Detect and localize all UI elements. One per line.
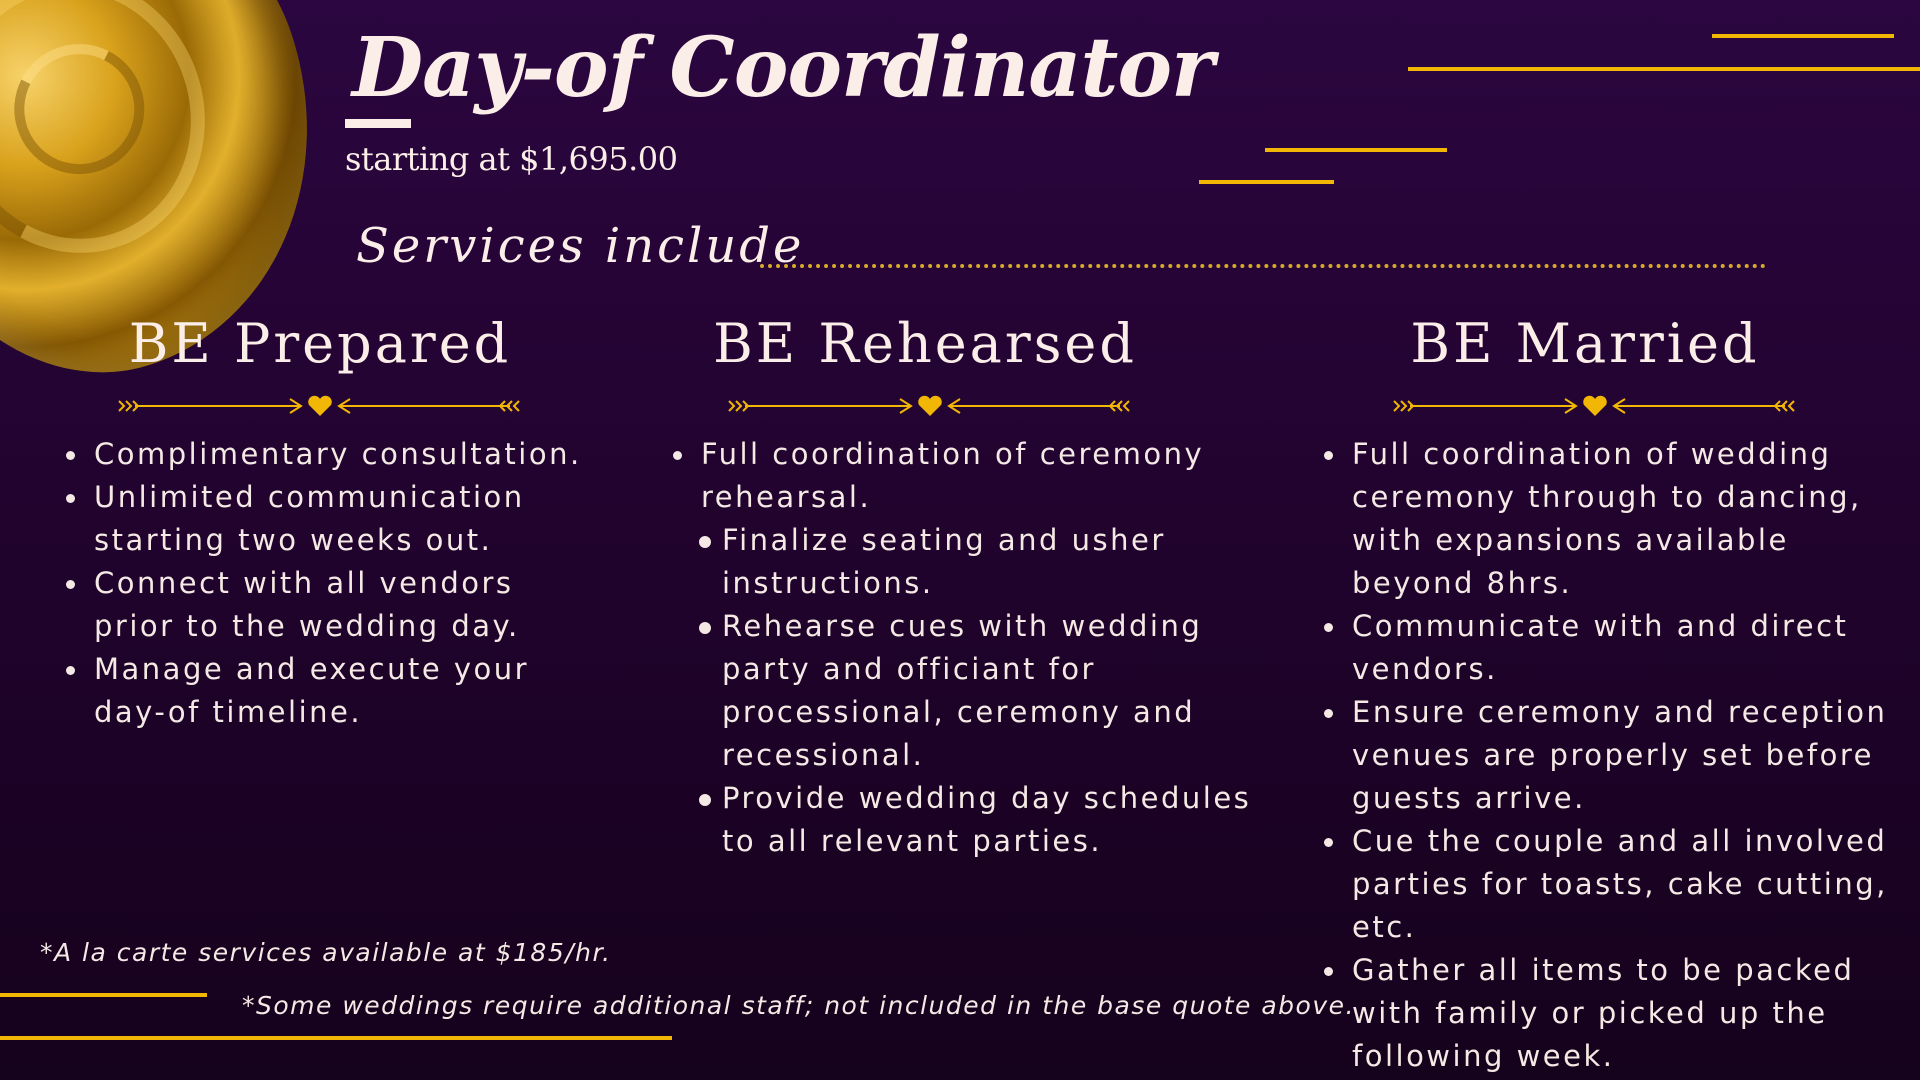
column-heading: BE Prepared [128, 312, 512, 375]
list-item: Cue the couple and all involved parties for toasts, cake cutting, etc. [1318, 820, 1908, 949]
list-item [667, 433, 1272, 519]
arrow-heart-divider-icon [1390, 393, 1800, 419]
gold-line-decoration [1712, 34, 1894, 38]
list-item: Connect with all vendors prior to the wedding day. [60, 562, 600, 648]
sub-list-item: Rehearse cues with wedding party and officiant for processional, ceremony and recessional. [667, 605, 1272, 777]
dotted-rule [760, 264, 1766, 268]
sub-list-item: Provide wedding day schedules to all relevant parties. [667, 777, 1272, 863]
arrow-heart-divider-icon [115, 393, 525, 419]
rehearsed-sublist [667, 519, 1272, 863]
rehearsed-list [667, 433, 1272, 519]
column-be-prepared [60, 312, 580, 375]
gold-line-decoration [1199, 180, 1334, 184]
arrow-heart-divider-icon [725, 393, 1135, 419]
list-item-text: Full coordination of ceremony rehearsal. [701, 437, 1205, 514]
column-be-rehearsed [665, 312, 1185, 375]
gold-line-decoration [1265, 148, 1447, 152]
gold-line-decoration [0, 993, 207, 997]
title-underline-accent [345, 119, 411, 128]
list-item: Unlimited communication starting two weeks out. [60, 476, 600, 562]
list-item: Communicate with and direct vendors. [1318, 605, 1908, 691]
list-item: Gather all items to be packed with family or picked up the following week. [1318, 949, 1908, 1078]
list-item: Complimentary consultation. [60, 433, 600, 476]
price-subtitle: starting at $1,695.00 [345, 140, 678, 178]
prepared-list [60, 433, 600, 734]
married-list [1318, 433, 1908, 1078]
staff-note: *Some weddings require additional staff; not included in the base quote above. [242, 991, 1355, 1020]
page-title: Day-of Coordinator [352, 20, 1214, 116]
list-item: Ensure ceremony and reception venues are properly set before guests arrive. [1318, 691, 1908, 820]
gold-line-decoration [0, 1036, 672, 1040]
list-item: Manage and execute your day-of timeline. [60, 648, 600, 734]
column-heading: BE Married [1410, 312, 1760, 375]
column-heading: BE Rehearsed [713, 312, 1137, 375]
a-la-carte-note: *A la carte services available at $185/hr. [40, 938, 612, 967]
services-heading: Services include [356, 218, 805, 274]
column-be-married [1325, 312, 1845, 375]
list-item: Full coordination of wedding ceremony through to dancing, with expansions available beyond 8hrs. [1318, 433, 1908, 605]
sub-list-item: Finalize seating and usher instructions. [667, 519, 1272, 605]
gold-line-decoration [1408, 67, 1920, 71]
